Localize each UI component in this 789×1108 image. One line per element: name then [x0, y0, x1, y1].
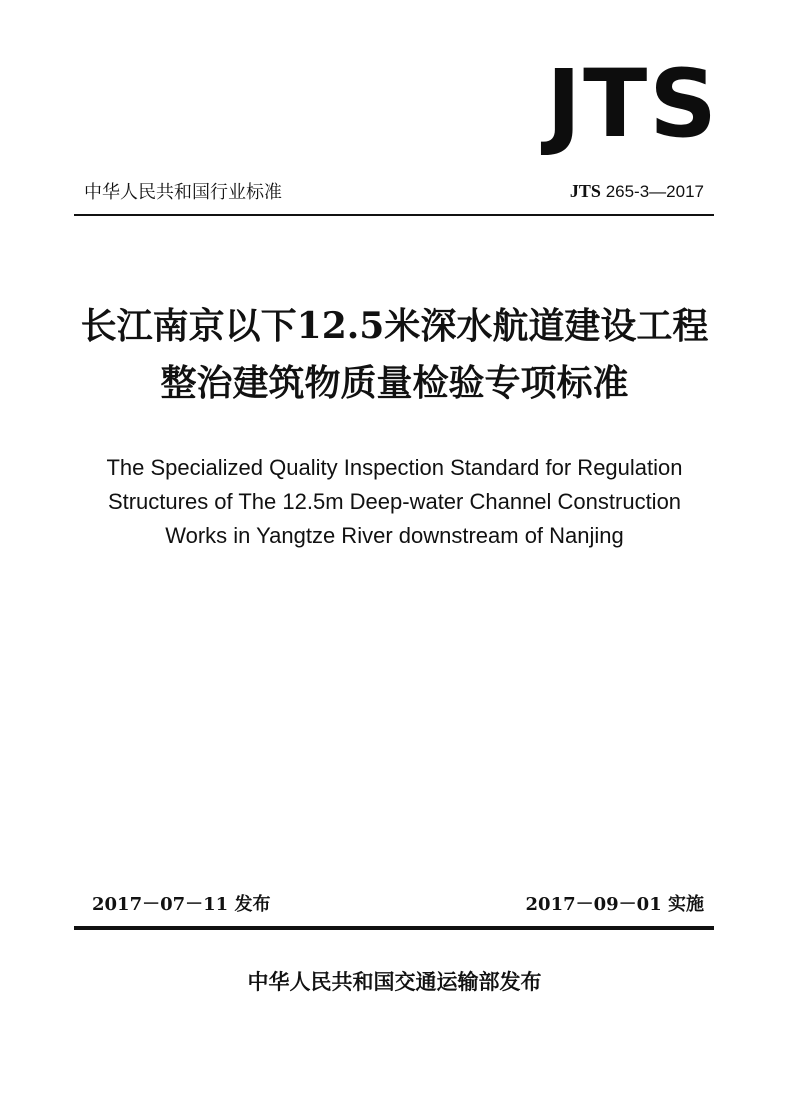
publisher: 中华人民共和国交通运输部发布 [247, 970, 542, 994]
chinese-title-line-1: 长江南京以下12.5米深水航道建设工程 [80, 305, 709, 347]
effective-date: 2017－09－01 实施 [525, 894, 704, 915]
standard-category: 中华人民共和国行业标准 [84, 182, 282, 203]
document-number [570, 181, 704, 202]
issue-date: 2017－07－11 发布 [92, 894, 271, 915]
document-number-prefix: JTS [569, 180, 601, 201]
footer-divider [74, 926, 714, 930]
english-title-line-1: The Specialized Quality Inspection Standard for Regulation [106, 455, 683, 480]
jts-logo: JTS [546, 50, 719, 159]
header-line [84, 180, 704, 202]
chinese-title-line-2: 整治建筑物质量检验专项标准 [160, 362, 629, 404]
header-divider [74, 214, 714, 216]
document-number-value: 265-3—2017 [605, 181, 704, 201]
english-title-line-3: Works in Yangtze River downstream of Nanjing [165, 523, 624, 548]
english-title-line-2: Structures of The 12.5m Deep-water Channel Construction [107, 489, 682, 514]
dates-line [92, 890, 704, 916]
